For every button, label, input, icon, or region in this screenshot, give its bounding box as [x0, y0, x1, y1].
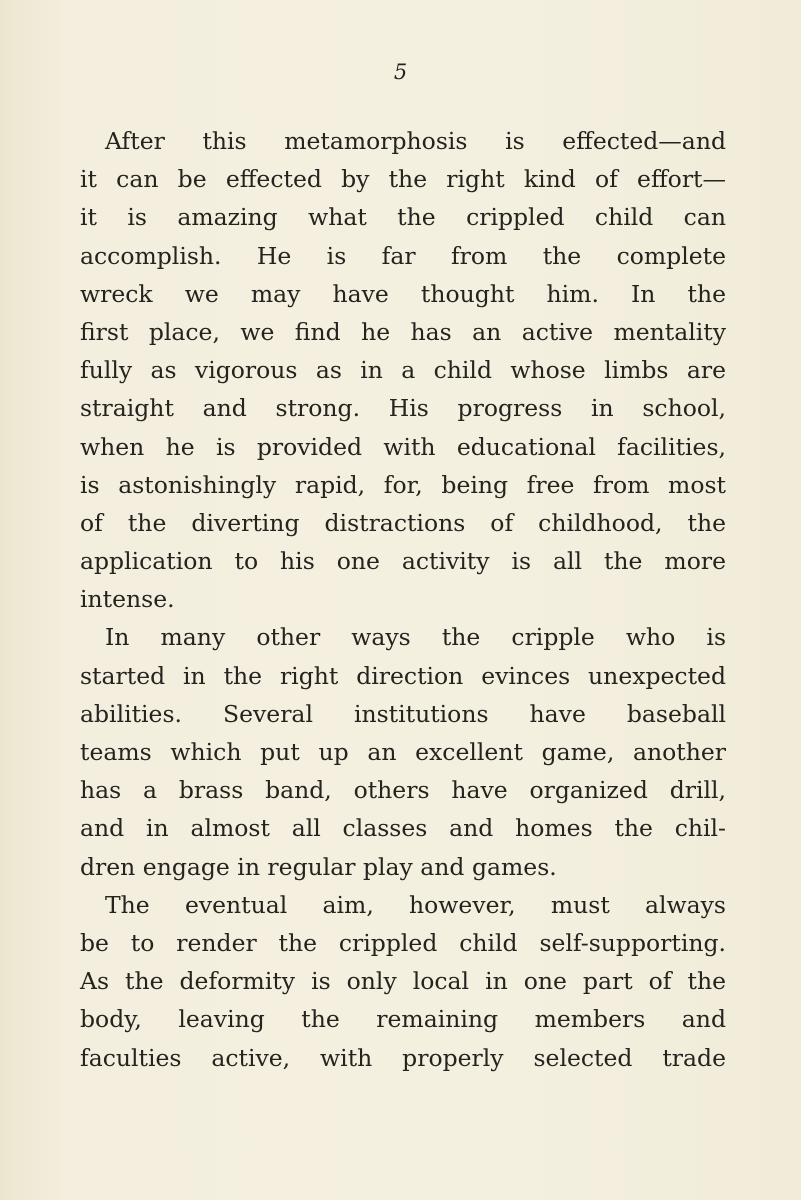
text-line: it is amazing what the crippled child can: [80, 203, 726, 232]
text-line: be to render the crippled child self-supporting.: [80, 928, 726, 957]
body-text: [80, 122, 726, 1077]
text-line: intense.: [80, 585, 175, 614]
page-number: 5: [393, 60, 408, 84]
text-line: straight and strong. His progress in school,: [80, 394, 726, 423]
text-line: accomplish. He is far from the complete: [80, 241, 726, 270]
text-line: has a brass band, others have organized drill,: [80, 776, 726, 805]
text-line: After this metamorphosis is effected—and: [105, 127, 726, 155]
text-line: In many other ways the cripple who is: [105, 623, 726, 652]
text-line: first place, we find he has an active mentality: [80, 317, 726, 346]
text-line: of the diverting distractions of childhood, the: [80, 508, 726, 537]
text-line: when he is provided with educational facilities,: [80, 432, 726, 461]
text-line: wreck we may have thought him. In the: [80, 279, 726, 308]
text-line: The eventual aim, however, must always: [105, 890, 726, 919]
text-line: teams which put up an excellent game, another: [80, 738, 726, 766]
text-line: dren engage in regular play and games.: [80, 852, 557, 881]
text-line: started in the right direction evinces unexpected: [80, 661, 726, 690]
text-line: faculties active, with properly selected trade: [80, 1043, 726, 1072]
text-line: is astonishingly rapid, for, being free from most: [80, 470, 726, 499]
text-line: As the deformity is only local in one part of the: [80, 967, 726, 996]
text-line: it can be effected by the right kind of effort—: [80, 165, 726, 194]
text-line: abilities. Several institutions have baseball: [80, 699, 726, 728]
text-line: fully as vigorous as in a child whose limbs are: [80, 356, 726, 385]
text-line: and in almost all classes and homes the chil-: [80, 814, 726, 843]
text-line: application to his one activity is all the more: [80, 547, 726, 576]
text-line: body, leaving the remaining members and: [80, 1005, 726, 1034]
